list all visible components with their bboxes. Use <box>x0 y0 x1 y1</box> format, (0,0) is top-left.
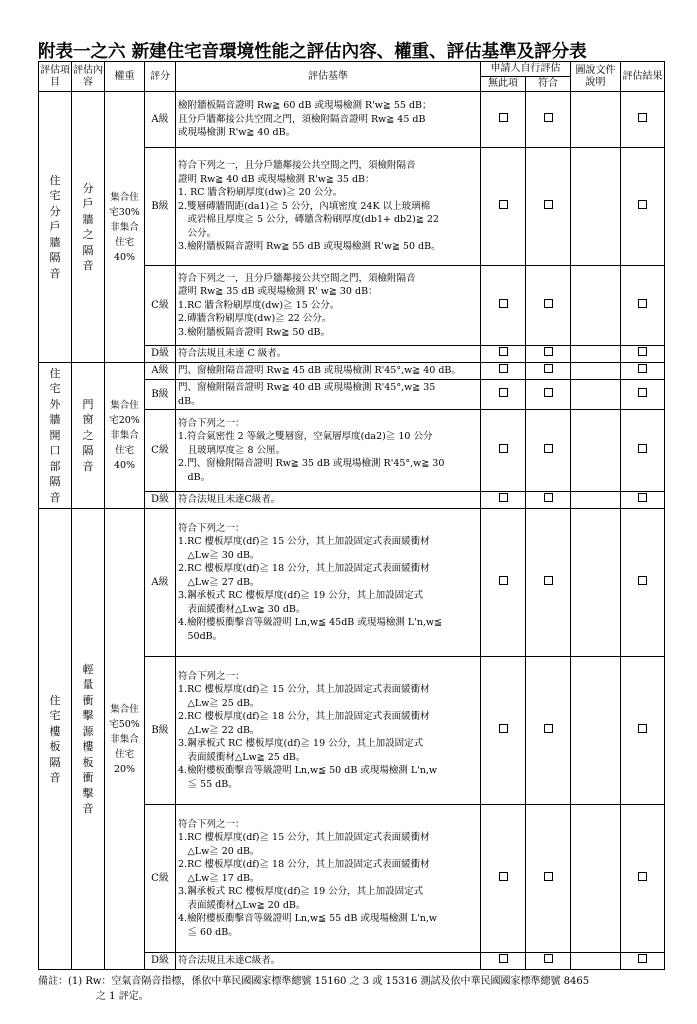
na-cell <box>481 148 526 266</box>
result-checkbox[interactable] <box>638 576 647 585</box>
criteria-line: 符合下列之一，且分戶牆鄰接公共空間之門，須檢附隔音 <box>178 272 416 284</box>
weight-line: 住宅 <box>114 236 134 248</box>
na-cell <box>481 509 526 657</box>
criteria-line: 且分戶牆鄰接公共空間之門，須檢附隔音證明 Rw≧ 45 dB <box>178 113 426 125</box>
section-weight <box>105 509 145 970</box>
criteria-line: 證明 Rw≧ 40 dB 或現場檢測 R'w≧ 35 dB： <box>178 173 375 185</box>
comply-cell <box>526 380 571 410</box>
comply-cell <box>526 346 571 363</box>
footnote-line: 備註：(1) Rw：空氣音隔音指標，係依中華民國國家標準總號 15160 之 3 或 15316 測試及依中華民國國家標準總號 8465 <box>38 976 590 987</box>
result-cell <box>621 363 665 380</box>
result-checkbox[interactable] <box>638 872 647 881</box>
criteria-line: 4.檢附樓板衝擊音等級證明 Ln,w≦ 50 dB 或現場檢測 L'n,w <box>178 765 438 777</box>
comply-checkbox[interactable] <box>544 388 553 397</box>
weight-line: 40% <box>113 251 136 263</box>
section-content <box>72 509 105 970</box>
criteria-line: ≦ 55 dB。 <box>178 778 238 790</box>
doc-cell[interactable] <box>571 380 621 410</box>
comply-cell <box>526 410 571 492</box>
comply-checkbox[interactable] <box>544 200 553 209</box>
criteria-line: 50dB。 <box>178 630 223 642</box>
criteria-cell <box>176 953 481 970</box>
criteria-line: 符合下列之一： <box>178 818 245 830</box>
criteria-line: 符合下列之一，且分戶牆鄰接公共空間之門，須檢附隔音 <box>178 160 416 172</box>
doc-cell[interactable] <box>571 92 621 148</box>
weight-line: 宅30% <box>109 206 140 218</box>
criteria-line: 符合下列之一： <box>178 417 245 429</box>
doc-cell[interactable] <box>571 509 621 657</box>
comply-cell <box>526 657 571 805</box>
na-cell <box>481 492 526 509</box>
criteria-line: 1.RC 樓板厚度(df)≧ 15 公分，其上加設固定式表面緩衝材 <box>178 832 430 844</box>
comply-checkbox[interactable] <box>544 872 553 881</box>
section-weight <box>105 92 145 363</box>
criteria-line: 3.鋼承板式 RC 樓板厚度(df)≧ 19 公分，其上加設固定式 <box>178 738 424 750</box>
na-checkbox[interactable] <box>499 724 508 733</box>
result-checkbox[interactable] <box>638 364 647 373</box>
criteria-line: 符合法規且未達C級者。 <box>178 494 281 506</box>
criteria-line: 2.RC 樓板厚度(df)≧ 18 公分，其上加設固定式表面緩衝材 <box>178 563 430 575</box>
doc-cell[interactable] <box>571 410 621 492</box>
result-cell <box>621 266 665 346</box>
criteria-line: 2.RC 樓板厚度(df)≧ 18 公分，其上加設固定式表面緩衝材 <box>178 711 430 723</box>
header-na: 無此項 <box>481 77 526 92</box>
grade-label: C級 <box>145 410 176 492</box>
criteria-cell <box>176 657 481 805</box>
result-checkbox[interactable] <box>638 113 647 122</box>
criteria-line: 2.門、窗檢附隔音證明 Rw≧ 35 dB 或現場檢測 R'45°,w≧ 30 <box>178 458 445 470</box>
comply-cell <box>526 92 571 148</box>
grade-label: C級 <box>145 266 176 346</box>
comply-cell <box>526 953 571 970</box>
grade-label: A級 <box>145 509 176 657</box>
na-checkbox[interactable] <box>499 113 508 122</box>
grade-label: D級 <box>145 953 176 970</box>
result-checkbox[interactable] <box>638 388 647 397</box>
criteria-line: 3.鋼承板式 RC 樓板厚度(df)≧ 19 公分，其上加設固定式 <box>178 590 424 602</box>
result-checkbox[interactable] <box>638 200 647 209</box>
header-weight: 權重 <box>105 62 145 92</box>
criteria-line: 表面緩衝材△Lw≧ 20 dB。 <box>178 899 306 911</box>
footnote-line: 之 1 評定。 <box>96 991 149 1002</box>
comply-checkbox[interactable] <box>544 493 553 502</box>
result-checkbox[interactable] <box>638 493 647 502</box>
result-cell <box>621 92 665 148</box>
weight-line: 非集合 <box>110 733 139 745</box>
table-row <box>39 92 665 148</box>
result-cell <box>621 953 665 970</box>
criteria-cell <box>176 380 481 410</box>
na-checkbox[interactable] <box>499 364 508 373</box>
header-doc: 圖說文件說明 <box>571 62 621 92</box>
grade-label: B級 <box>145 657 176 805</box>
criteria-line: 且玻璃厚度≧ 8 公厘。 <box>178 444 286 456</box>
result-cell <box>621 410 665 492</box>
na-checkbox[interactable] <box>499 347 508 356</box>
criteria-cell <box>176 363 481 380</box>
na-cell <box>481 363 526 380</box>
comply-cell <box>526 492 571 509</box>
na-checkbox[interactable] <box>499 444 508 453</box>
criteria-line: △Lw≧ 22 dB。 <box>178 724 260 736</box>
criteria-cell <box>176 346 481 363</box>
weight-line: 非集合 <box>110 221 139 233</box>
weight-line: 宅20% <box>109 415 140 426</box>
section-item-label: 住宅分戶牆隔音 <box>49 173 61 280</box>
na-checkbox[interactable] <box>499 872 508 881</box>
criteria-line: △Lw≧ 25 dB。 <box>178 697 260 709</box>
na-checkbox[interactable] <box>499 493 508 502</box>
result-cell <box>621 492 665 509</box>
comply-cell <box>526 805 571 953</box>
criteria-line: 1.RC 樓板厚度(df)≧ 15 公分，其上加設固定式表面緩衝材 <box>178 536 430 548</box>
evaluation-table <box>38 61 665 970</box>
na-checkbox[interactable] <box>499 954 508 963</box>
comply-checkbox[interactable] <box>544 113 553 122</box>
weight-line: 住宅 <box>114 748 134 760</box>
criteria-line: △Lw≧ 17 dB。 <box>178 872 260 884</box>
comply-checkbox[interactable] <box>544 444 553 453</box>
footnote <box>38 974 664 1004</box>
header-self-eval: 申請人自行評估 <box>481 62 571 77</box>
na-cell <box>481 92 526 148</box>
comply-checkbox[interactable] <box>544 364 553 373</box>
comply-checkbox[interactable] <box>544 954 553 963</box>
result-checkbox[interactable] <box>638 954 647 963</box>
criteria-cell <box>176 805 481 953</box>
criteria-line: 4.檢附樓板衝擊音等級證明 Ln,w≦ 45dB 或現場檢測 L'n,w≦ <box>178 617 442 629</box>
result-checkbox[interactable] <box>638 299 647 308</box>
criteria-line: 1.RC 樓板厚度(df)≧ 15 公分，其上加設固定式表面緩衝材 <box>178 684 430 696</box>
criteria-line: 或岩棉且厚度≧ 5 公分，磚牆含粉刷厚度(db1+ db2)≧ 22 <box>178 214 439 226</box>
grade-label: B級 <box>145 380 176 410</box>
criteria-line: ≦ 60 dB。 <box>178 926 238 938</box>
doc-cell[interactable] <box>571 953 621 970</box>
grade-label: D級 <box>145 492 176 509</box>
na-cell <box>481 805 526 953</box>
criteria-line: 符合下列之一： <box>178 670 245 682</box>
grade-label: A級 <box>145 92 176 148</box>
criteria-line: dB。 <box>178 471 211 483</box>
section-item-label: 住宅外牆開口部隔音 <box>49 366 61 504</box>
grade-label: D級 <box>145 346 176 363</box>
section-item <box>39 363 72 509</box>
criteria-line: △Lw≧ 27 dB。 <box>178 576 260 588</box>
criteria-line: 2.雙層磚牆間距(da1)≧ 5 公分，內填密度 24K 以上玻璃棉 <box>178 200 431 212</box>
weight-line: 集合住 <box>110 400 139 411</box>
table-row <box>39 363 665 380</box>
weight-line: 住宅 <box>114 445 134 456</box>
na-checkbox[interactable] <box>499 200 508 209</box>
na-cell <box>481 380 526 410</box>
section-item <box>39 509 72 970</box>
header-comply: 符合 <box>526 77 571 92</box>
criteria-line: 門、窗檢附隔音證明 Rw≧ 45 dB 或現場檢測 R'45°,w≧ 40 dB。 <box>178 365 461 377</box>
na-cell <box>481 346 526 363</box>
weight-line: 40% <box>113 460 136 471</box>
na-cell <box>481 657 526 805</box>
section-content-label: 門窗之隔音 <box>82 397 94 473</box>
weight-line: 宅50% <box>109 718 140 730</box>
doc-cell[interactable] <box>571 148 621 266</box>
criteria-line: 表面緩衝材△Lw≧ 25 dB。 <box>178 751 306 763</box>
table-body <box>39 92 665 970</box>
criteria-cell <box>176 92 481 148</box>
criteria-line: 檢附牆板隔音證明 Rw≧ 60 dB 或現場檢測 R'w≧ 55 dB； <box>178 100 432 112</box>
grade-label: A級 <box>145 363 176 380</box>
criteria-cell <box>176 266 481 346</box>
criteria-line: 4.檢附樓板衝擊音等級證明 Ln,w≦ 55 dB 或現場檢測 L'n,w <box>178 913 438 925</box>
result-cell <box>621 148 665 266</box>
comply-checkbox[interactable] <box>544 724 553 733</box>
comply-checkbox[interactable] <box>544 299 553 308</box>
doc-cell[interactable] <box>571 346 621 363</box>
doc-cell[interactable] <box>571 363 621 380</box>
header-result: 評估結果 <box>621 62 665 92</box>
doc-cell[interactable] <box>571 266 621 346</box>
section-item-label: 住宅樓板隔音 <box>49 693 61 784</box>
criteria-line: 1.符合氣密性 2 等級之雙層窗，空氣層厚度(da2)≧ 10 公分 <box>178 431 433 443</box>
na-checkbox[interactable] <box>499 388 508 397</box>
criteria-cell <box>176 509 481 657</box>
criteria-line: 門、窗檢附隔音證明 Rw≧ 40 dB 或現場檢測 R'45°,w≧ 35 <box>178 382 436 393</box>
na-checkbox[interactable] <box>499 576 508 585</box>
criteria-line: 或現場檢測 R'w≧ 40 dB。 <box>178 127 296 139</box>
criteria-line: △Lw≧ 30 dB。 <box>178 549 260 561</box>
header-row-1 <box>39 62 665 77</box>
section-item <box>39 92 72 363</box>
weight-line: 非集合 <box>110 430 139 441</box>
doc-cell[interactable] <box>571 805 621 953</box>
section-content <box>72 92 105 363</box>
result-checkbox[interactable] <box>638 444 647 453</box>
comply-checkbox[interactable] <box>544 576 553 585</box>
criteria-cell <box>176 410 481 492</box>
table-row <box>39 509 665 657</box>
criteria-line: 公分。 <box>178 227 217 239</box>
section-content <box>72 363 105 509</box>
page-title: 附表一之六 新建住宅音環境性能之評估內容、權重、評估基準及評分表 <box>38 42 587 62</box>
header-item: 評估項目 <box>39 62 72 92</box>
weight-line: 集合住 <box>110 703 139 715</box>
result-checkbox[interactable] <box>638 347 647 356</box>
criteria-line: 3.檢附牆板隔音證明 Rw≧ 55 dB 或現場檢測 R'w≧ 50 dB。 <box>178 241 441 253</box>
criteria-line: 符合下列之一： <box>178 522 245 534</box>
criteria-line: 2.磚牆含粉刷厚度(dw)≧ 22 公分。 <box>178 313 332 325</box>
weight-line: 20% <box>113 763 136 775</box>
criteria-line: 2.RC 樓板厚度(df)≧ 18 公分，其上加設固定式表面緩衝材 <box>178 859 430 871</box>
grade-label: B級 <box>145 148 176 266</box>
criteria-cell <box>176 148 481 266</box>
doc-cell[interactable] <box>571 657 621 805</box>
criteria-cell <box>176 492 481 509</box>
criteria-line: 符合法規且未達 C 級者。 <box>178 348 287 360</box>
grade-label: C級 <box>145 805 176 953</box>
comply-cell <box>526 148 571 266</box>
criteria-line: 1. RC 牆含粉刷厚度(dw)≧ 20 公分。 <box>178 187 343 199</box>
na-checkbox[interactable] <box>499 299 508 308</box>
na-cell <box>481 266 526 346</box>
comply-cell <box>526 509 571 657</box>
comply-cell <box>526 266 571 346</box>
result-cell <box>621 805 665 953</box>
result-cell <box>621 346 665 363</box>
weight-line: 集合住 <box>110 191 139 203</box>
result-checkbox[interactable] <box>638 724 647 733</box>
criteria-line: 3.鋼承板式 RC 樓板厚度(df)≧ 19 公分，其上加設固定式 <box>178 886 424 898</box>
criteria-line: 3.檢附牆板隔音證明 Rw≧ 50 dB。 <box>178 326 331 338</box>
criteria-line: △Lw≧ 20 dB。 <box>178 845 260 857</box>
result-cell <box>621 380 665 410</box>
comply-cell <box>526 363 571 380</box>
section-content-label: 分戶牆之隔音 <box>82 181 94 272</box>
header-criteria: 評估基準 <box>176 62 481 92</box>
doc-cell[interactable] <box>571 492 621 509</box>
na-cell <box>481 953 526 970</box>
header-grade: 評分 <box>145 62 176 92</box>
criteria-line: dB。 <box>178 395 201 407</box>
comply-checkbox[interactable] <box>544 347 553 356</box>
criteria-line: 符合法規且未達C級者。 <box>178 955 281 967</box>
header-content: 評估內容 <box>72 62 105 92</box>
section-content-label: 輕量衝擊源樓板衝擊音 <box>82 662 94 815</box>
criteria-line: 表面緩衝材△Lw≧ 30 dB。 <box>178 603 306 615</box>
result-cell <box>621 657 665 805</box>
section-weight <box>105 363 145 509</box>
criteria-line: 證明 Rw≧ 35 dB 或現場檢測 R' w≧ 30 dB： <box>178 286 378 298</box>
result-cell <box>621 509 665 657</box>
na-cell <box>481 410 526 492</box>
criteria-line: 1.RC 牆含粉刷厚度(dw)≧ 15 公分。 <box>178 299 340 311</box>
